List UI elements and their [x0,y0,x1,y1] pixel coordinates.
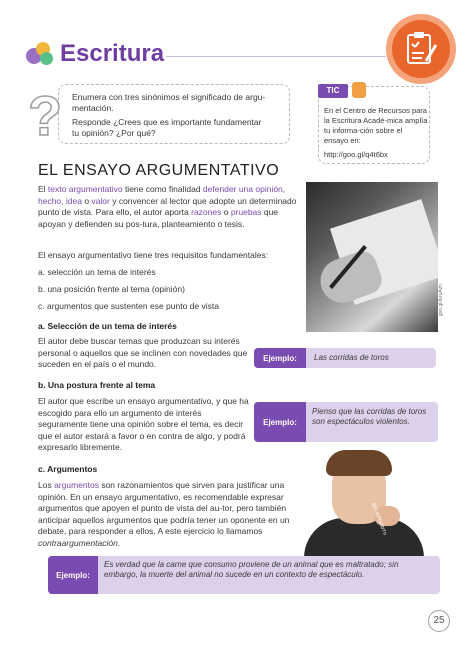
writing-hand-photo [306,182,438,332]
intro-paragraph: El texto argumentativo tiene como finalidad defender una opinión, hecho, idea o valor y convencer al lector que adopte un determinado punto de vista. Para ello, el autor aporta razones o pruebas que apoyan y defienden su pos-tura, planteamiento o tesis. [38,184,297,229]
thinking-man-photo [296,450,436,558]
page-number: 25 [428,610,450,632]
page-title: EL ENSAYO ARGUMENTATIVO [38,162,280,179]
example-text: Pienso que las corridas de toros son espectáculos violentos. [312,407,427,426]
decorative-dots [26,42,56,66]
example-text: Las corridas de toros [314,353,389,362]
page-header [0,0,474,80]
header-divider [166,56,386,57]
requirement-item: c. argumentos que sustenten ese punto de vista [38,301,219,311]
question-1: Enumera con tres sinónimos el significado de argu- mentación. [72,92,266,113]
hand-pointer-icon [352,82,366,98]
section-title: Escritura [60,40,165,67]
example-label: Ejemplo: [254,348,306,368]
heading-c: c. Argumentos [38,464,98,474]
example-box-a [254,348,436,368]
example-label: Ejemplo: [254,402,306,442]
question-mark-icon: ? [28,84,63,147]
question-2: Responde ¿Crees que es importante fundamentar tu opinión? ¿Por qué? [72,117,262,138]
body-b: El autor que escribe un ensayo argumentativo, y que ha escogido para ello un argumento de interés seguramente tiene una opinión sobre el tema, es decir que el autor estará a favor o en contra de algo, y podrá expresarlo libremente. [38,396,249,452]
heading-b: b. Una postura frente al tema [38,380,156,390]
photo-credit: goo.gl/NaNbYn [370,502,388,536]
tic-label: TIC [318,84,348,98]
heading-a: a. Selección de un tema de interés [38,321,177,331]
tic-text: En el Centro de Recursos para la Escritura Acadé-mica amplía tu informa-ción sobre el ensayo en: [324,106,428,145]
example-box-c [48,556,440,594]
example-label: Ejemplo: [48,556,98,594]
green-dot [40,52,53,65]
requirement-item: b. una posición frente al tema (opinión) [38,284,185,294]
writing-badge [392,20,450,78]
photo-credit: goo.gl/AzuAzh [438,284,444,317]
requirements-intro: El ensayo argumentativo tiene tres requisitos fundamentales: [38,250,269,260]
shirt-shape [304,518,424,558]
tic-url[interactable]: http://goo.gl/q4t6bx [324,150,388,159]
example-box-b [254,402,438,442]
body-c: Los argumentos son razonamientos que sirven para justificar una opinión. En un ensayo argumentativo, es recomendable expresar argumentos que apoyen el punto de vista del au-tor, pero también anticipar aquellos argumentos que podría tener un oponente en un debate, para responder a ellos. A este ejercicio lo llamamos contraargumentación. [38,480,290,548]
writing-checklist-icon [404,31,438,67]
body-a: El autor debe buscar temas que produzcan su interés personal o aquellos que se inclinen con novedades que suceden en el país o el mundo. [38,336,248,369]
requirement-item: a. selección un tema de interés [38,267,156,277]
hair-shape [326,450,392,476]
example-text: Es verdad que la carne que consumo proviene de un animal que es maltratado; sin embargo, la muerte del animal no sucede en un contexto de espectáculo. [104,560,399,579]
